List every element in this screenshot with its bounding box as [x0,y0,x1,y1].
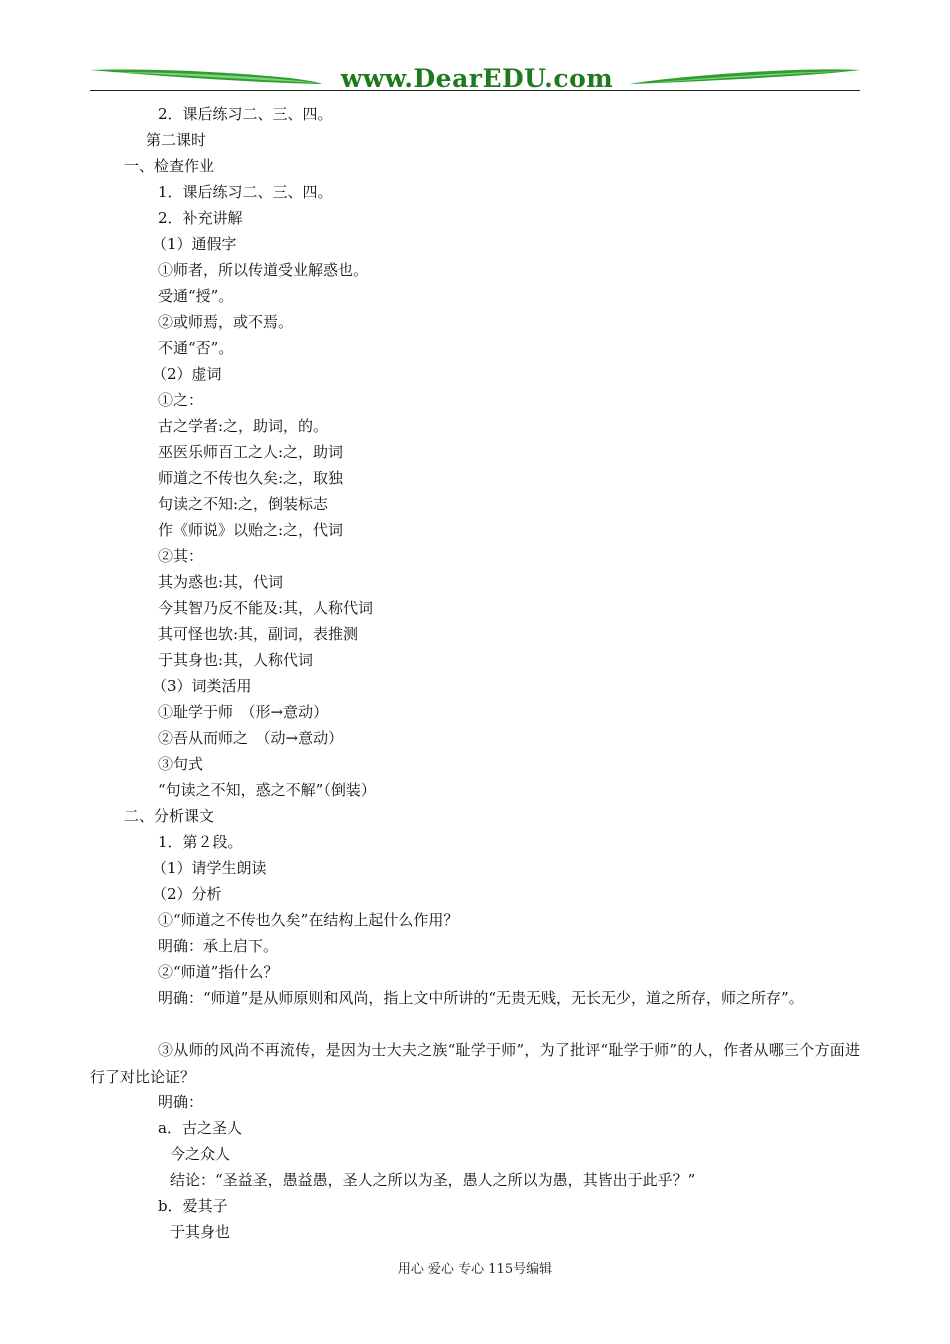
page-footer: 用心 爱心 专心 115号编辑 [397,1262,553,1277]
text-line: 今其智乃反不能及:其，人称代词 [158,599,374,617]
text-line: 其可怪也欤:其，副词，表推测 [158,625,359,643]
text-line: 作《师说》以贻之:之，代词 [158,521,344,539]
text-line: ①之： [158,391,204,409]
text-line: （1）请学生朗读 [152,859,267,877]
text-line: ①师者，所以传道受业解惑也。 [158,261,369,279]
text-line: 于其身也 [170,1223,231,1241]
page-header [90,62,860,94]
text-line: 于其身也:其，人称代词 [158,651,314,669]
text-line: （2）虚词 [152,365,222,383]
text-line: ②其： [158,547,204,565]
text-line: b．爱其子 [158,1197,228,1215]
text-line: ①耻学于师 （形→意动） [158,703,329,721]
paragraph: 明确：“师道”是从师原则和风尚，指上文中所讲的“无贵无贱，无长无少，道之所存，师之所存”。 [158,989,804,1007]
text-line: “句读之不知，惑之不解”（倒装） [158,781,376,799]
text-line: 句读之不知:之，倒装标志 [158,495,329,513]
text-line: 古之学者:之，助词，的。 [158,417,329,435]
text-line: 明确：承上启下。 [158,937,279,955]
text-line: ②吾从而师之 （动→意动） [158,729,344,747]
text-line: 其为惑也:其，代词 [158,573,284,591]
text-line: ②或师焉，或不焉。 [158,313,294,331]
text-line: ②“师道”指什么？ [158,963,279,981]
text-line: 2．课后练习二、三、四。 [158,105,333,123]
text-line: （2）分析 [152,885,222,903]
text-line: （1）通假字 [152,235,237,253]
header-rule [90,90,860,91]
text-line: 明确： [158,1093,204,1111]
text-line: 1．课后练习二、三、四。 [158,183,333,201]
text-line: 2．补充讲解 [158,209,243,227]
text-line: 巫医乐师百工之人:之，助词 [158,443,344,461]
text-line: a．古之圣人 [158,1119,242,1137]
text-line: 1．第２段。 [158,833,243,851]
text-line: ①“师道之不传也久矣”在结构上起什么作用？ [158,911,459,929]
section-heading: 一、检查作业 [124,157,215,175]
text-line: 不通“否”。 [158,339,234,357]
text-line: 结论：“圣益圣，愚益愚，圣人之所以为圣，愚人之所以为愚，其皆出于此乎？” [170,1171,696,1189]
site-logo-text[interactable]: www.DearEDU.com [340,64,614,93]
text-line: 第二课时 [146,131,207,149]
text-line: 师道之不传也久矣:之，取独 [158,469,344,487]
text-line: ③句式 [158,755,204,773]
text-line: 受通“授”。 [158,287,234,305]
text-line: （3）词类活用 [152,677,252,695]
text-line: 今之众人 [170,1145,231,1163]
section-heading: 二、分析课文 [124,807,215,825]
paragraph: ③从师的风尚不再流传，是因为士大夫之族“耻学于师”，为了批评“耻学于师”的人，作者从哪三个方面进行了对比论证？ [90,1041,860,1086]
